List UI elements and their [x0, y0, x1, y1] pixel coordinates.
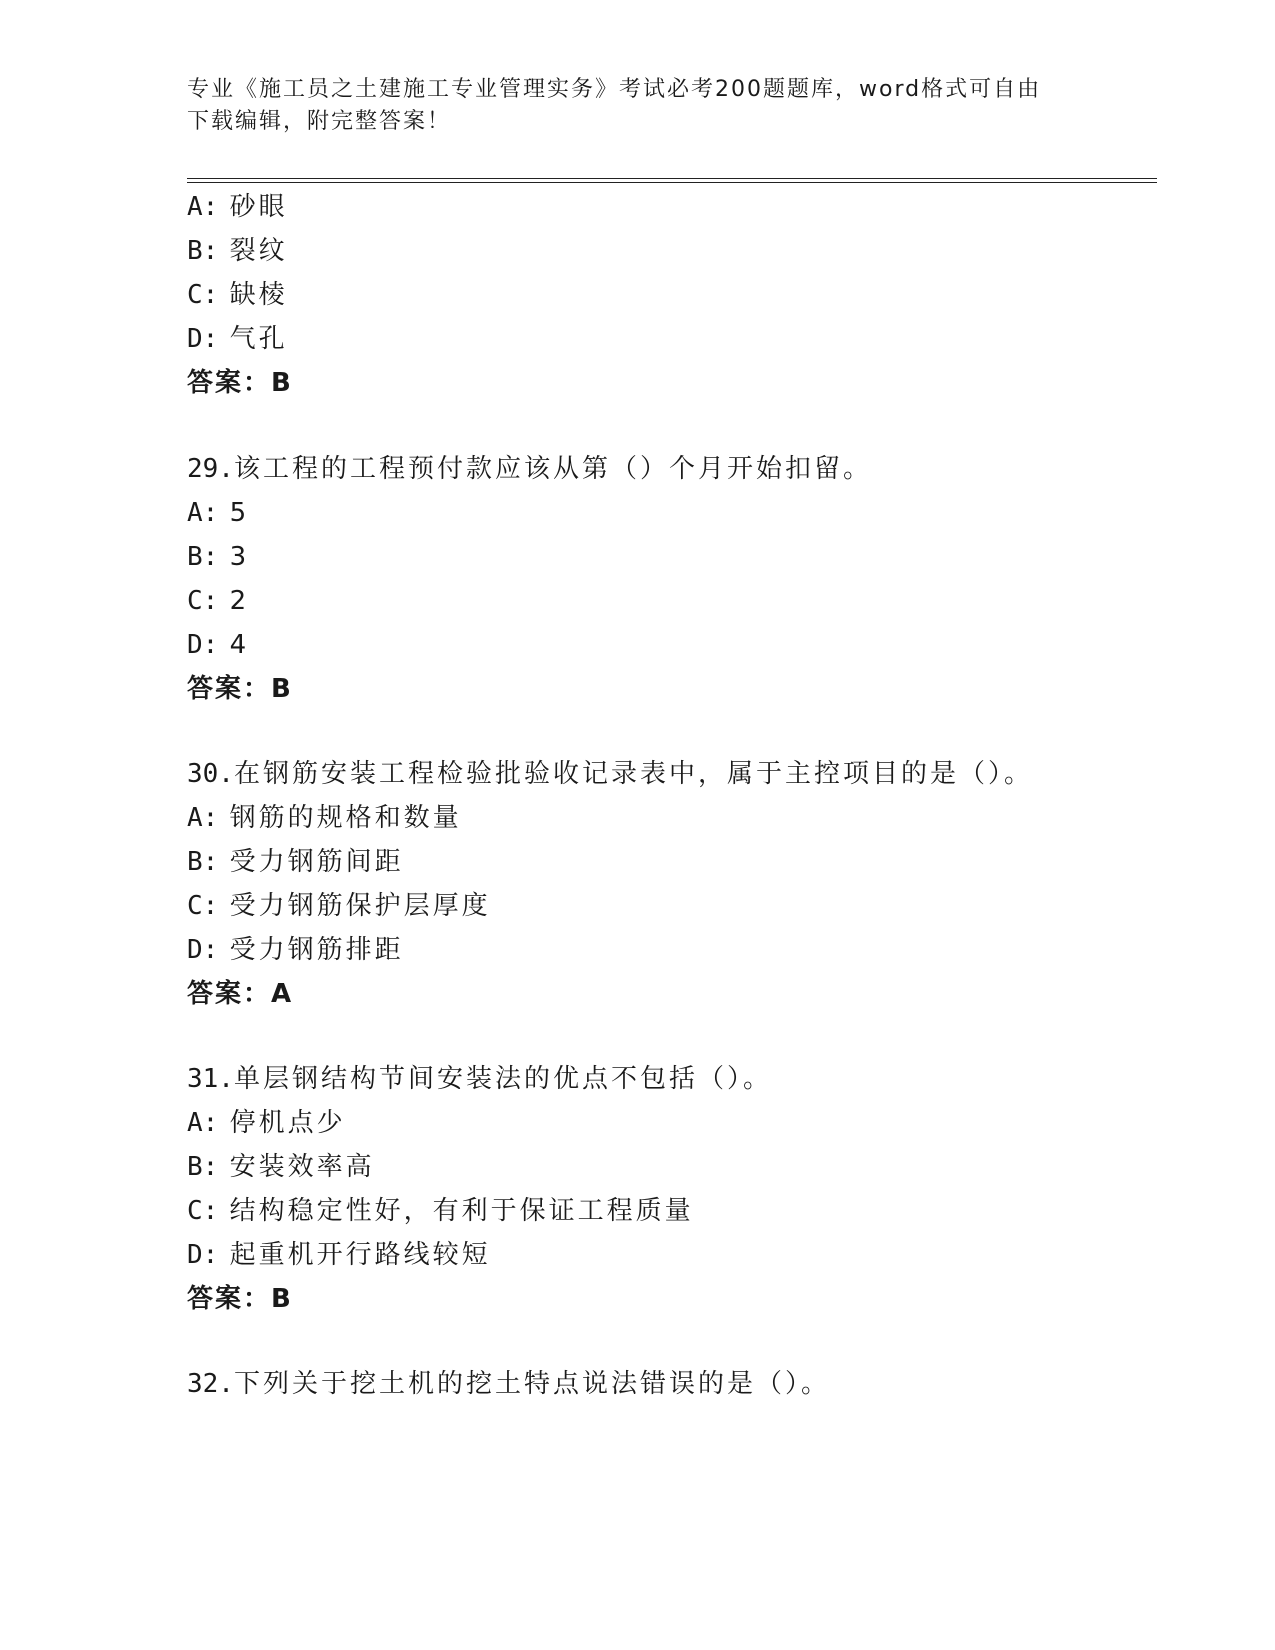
q31-answer: 答案：B	[187, 1284, 293, 1314]
option-letter: A:	[187, 803, 219, 833]
question-text: 下列关于挖土机的挖土特点说法错误的是（）。	[233, 1369, 830, 1399]
q30-option-c	[187, 889, 491, 923]
q29-question	[187, 452, 872, 486]
option-letter: C:	[187, 1196, 219, 1226]
q30-option-a	[187, 801, 462, 835]
q32-question	[187, 1367, 830, 1401]
q30-option-d	[187, 933, 404, 967]
q30-answer: 答案：A	[187, 979, 294, 1009]
q30-question	[187, 757, 1033, 791]
q28-answer: 答案：B	[187, 368, 293, 398]
q29-option-d	[187, 628, 249, 662]
option-text: 受力钢筋间距	[229, 847, 404, 877]
option-text: 3	[229, 542, 250, 572]
question-number: 30.	[187, 759, 234, 789]
option-letter: C:	[187, 891, 219, 921]
option-text: 安装效率高	[229, 1152, 375, 1182]
q29-option-b	[187, 540, 249, 574]
option-letter: A:	[187, 498, 219, 528]
option-letter: B:	[187, 542, 219, 572]
option-letter: C:	[187, 280, 219, 310]
q28-option-b	[187, 234, 288, 268]
option-text: 缺棱	[229, 280, 288, 310]
question-number: 32.	[187, 1369, 234, 1399]
option-text: 5	[229, 498, 250, 528]
document-header	[187, 74, 1087, 138]
option-letter: B:	[187, 1152, 219, 1182]
question-text: 单层钢结构节间安装法的优点不包括（）。	[233, 1064, 772, 1094]
option-text: 起重机开行路线较短	[229, 1240, 491, 1270]
option-letter: D:	[187, 630, 219, 660]
q31-option-d	[187, 1238, 491, 1272]
option-letter: B:	[187, 236, 219, 266]
q28-option-d	[187, 322, 288, 356]
header-line-2: 下载编辑，附完整答案！	[187, 109, 452, 134]
header-divider	[187, 178, 1157, 183]
option-text: 砂眼	[229, 192, 288, 222]
option-letter: D:	[187, 1240, 219, 1270]
q28-option-a	[187, 190, 288, 224]
option-text: 4	[229, 630, 250, 660]
question-number: 29.	[187, 454, 234, 484]
q29-option-c	[187, 584, 249, 618]
option-text: 受力钢筋排距	[229, 935, 404, 965]
option-text: 停机点少	[229, 1108, 346, 1138]
question-text: 该工程的工程预付款应该从第（）个月开始扣留。	[233, 454, 872, 484]
option-text: 钢筋的规格和数量	[229, 803, 462, 833]
option-text: 气孔	[229, 324, 288, 354]
q30-option-b	[187, 845, 404, 879]
option-letter: A:	[187, 1108, 219, 1138]
option-text: 受力钢筋保护层厚度	[229, 891, 491, 921]
q31-option-b	[187, 1150, 375, 1184]
question-number: 31.	[187, 1064, 234, 1094]
header-line-1: 专业《施工员之土建施工专业管理实务》考试必考200题题库，word格式可自由	[187, 77, 1042, 102]
q31-option-a	[187, 1106, 346, 1140]
option-text: 2	[229, 586, 250, 616]
option-letter: A:	[187, 192, 219, 222]
option-letter: B:	[187, 847, 219, 877]
q29-option-a	[187, 496, 249, 530]
question-text: 在钢筋安装工程检验批验收记录表中，属于主控项目的是（）。	[233, 759, 1033, 789]
q31-option-c	[187, 1194, 694, 1228]
q31-question	[187, 1062, 772, 1096]
option-letter: D:	[187, 324, 219, 354]
option-letter: C:	[187, 586, 219, 616]
option-text: 裂纹	[229, 236, 288, 266]
option-letter: D:	[187, 935, 219, 965]
q28-option-c	[187, 278, 288, 312]
q29-answer: 答案：B	[187, 674, 293, 704]
option-text: 结构稳定性好，有利于保证工程质量	[229, 1196, 694, 1226]
